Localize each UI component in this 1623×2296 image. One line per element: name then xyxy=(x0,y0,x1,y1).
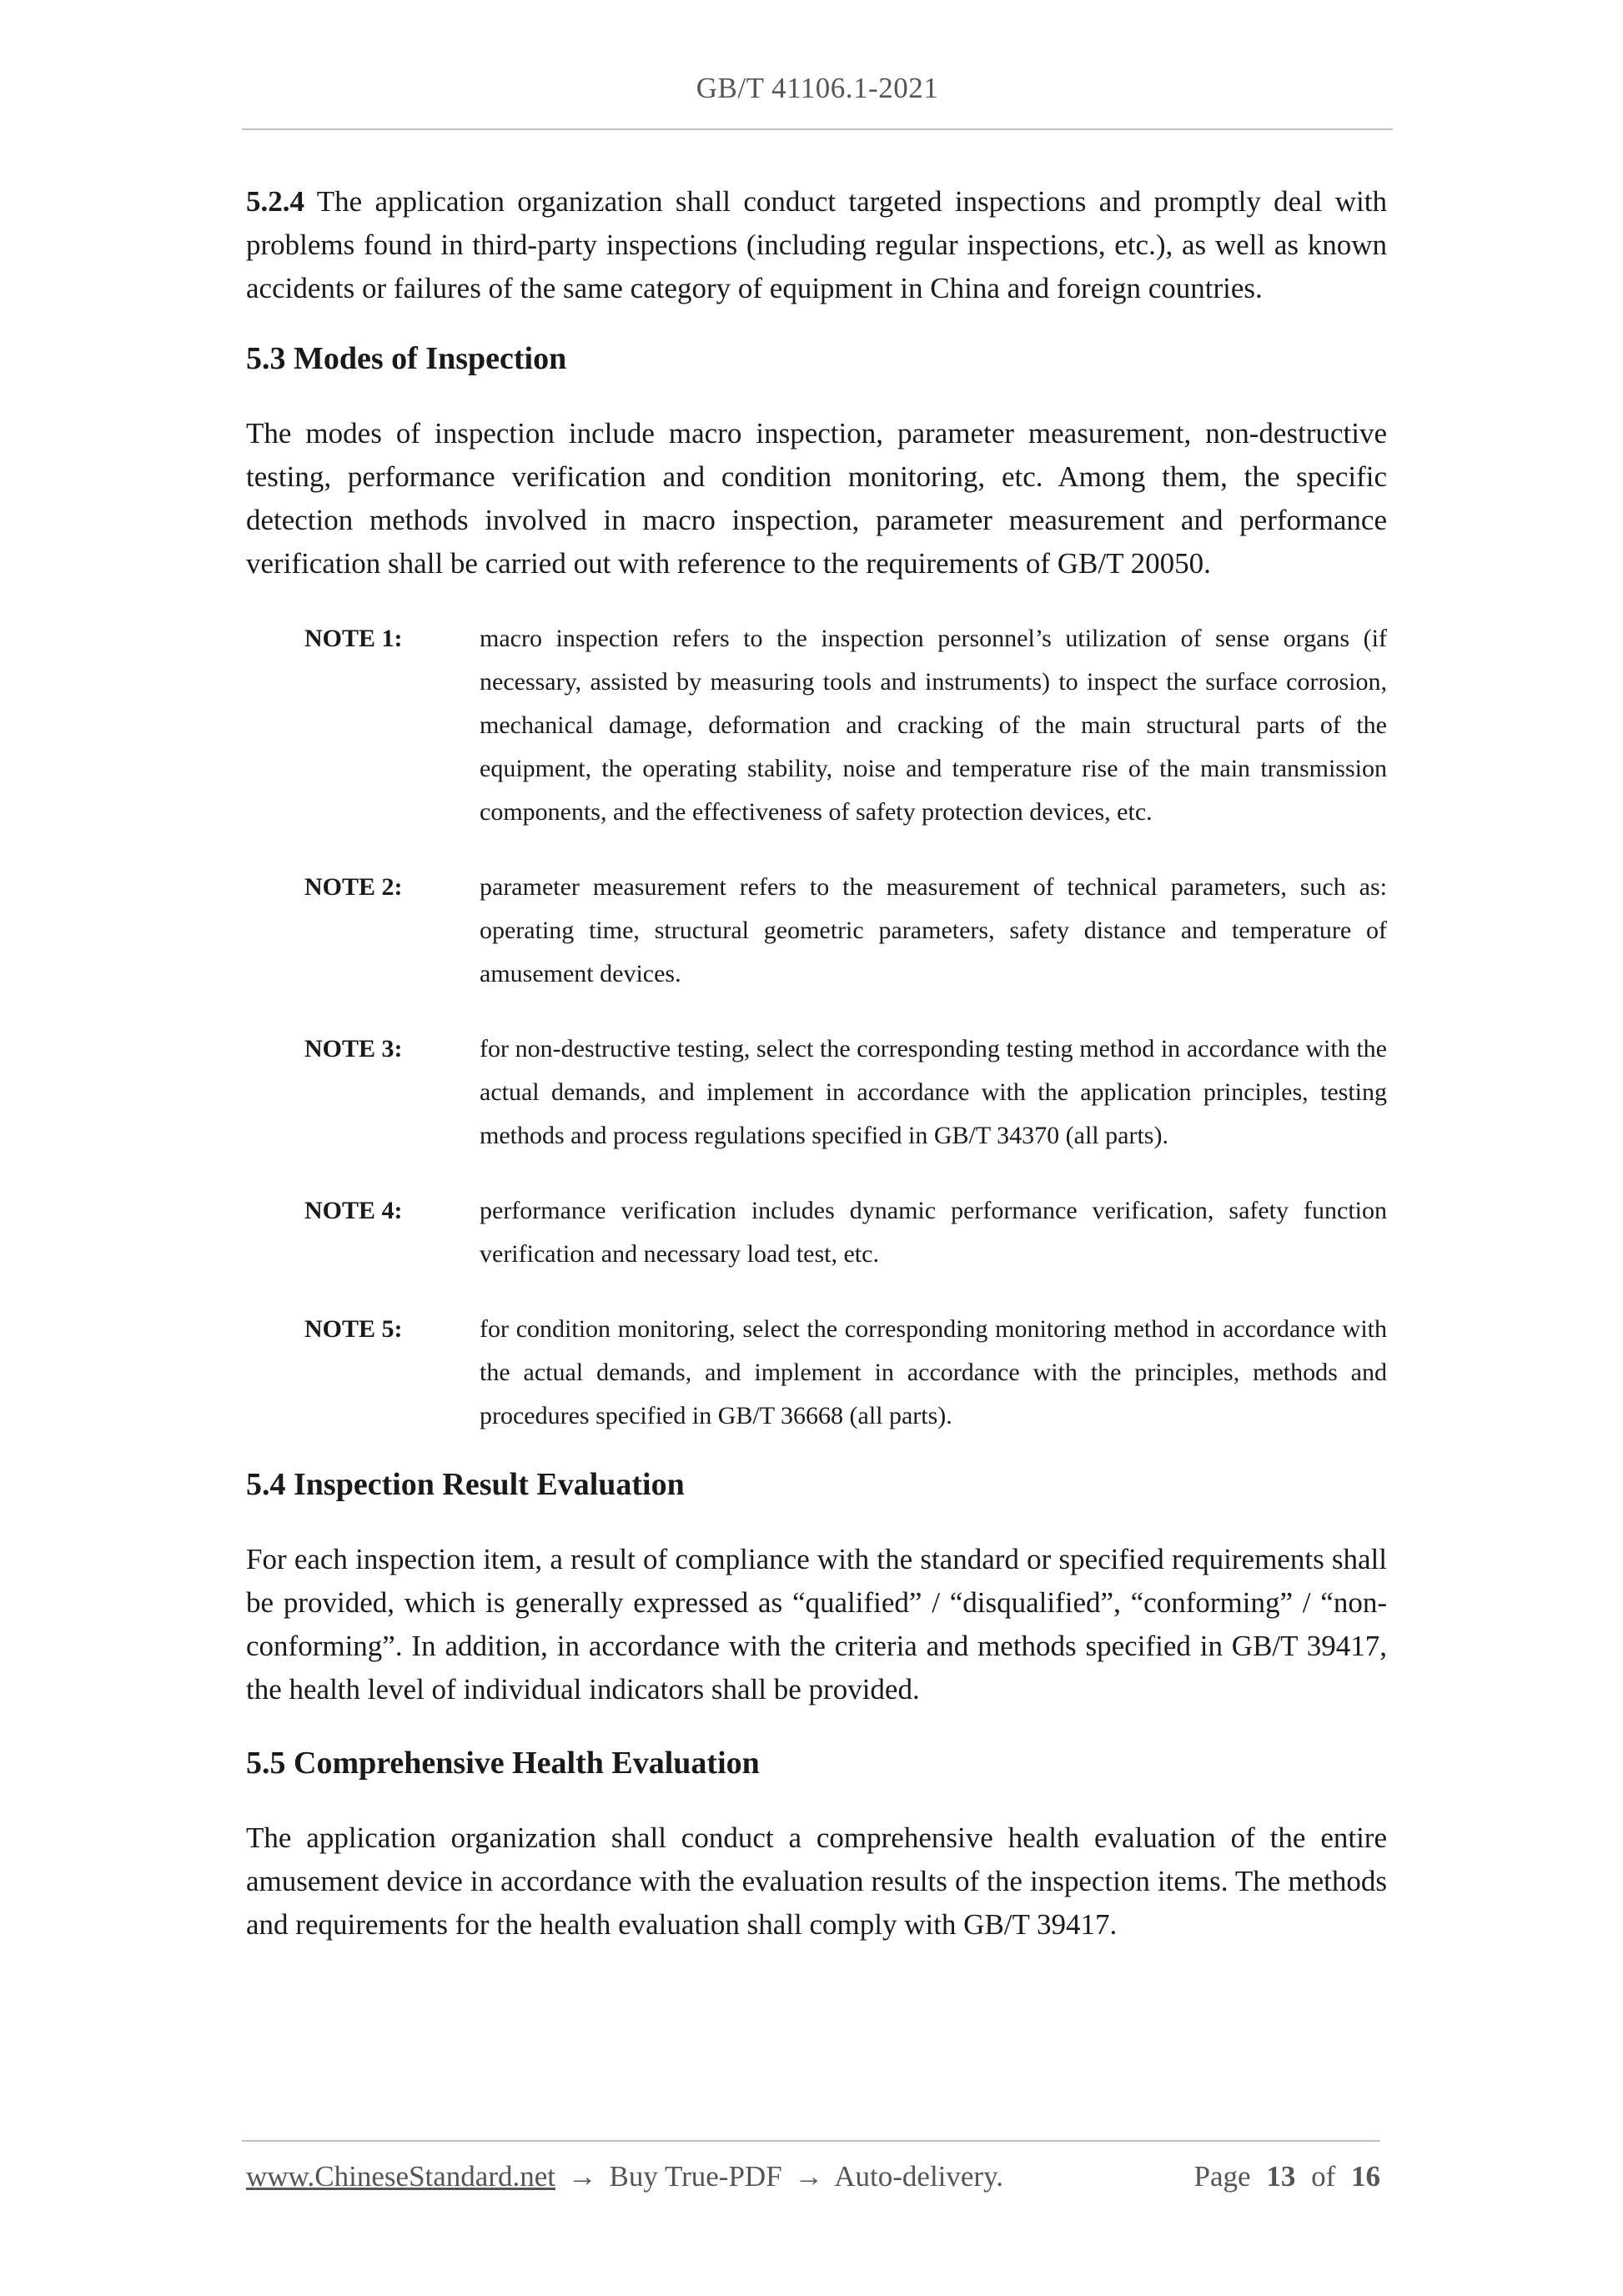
note-5 xyxy=(304,1308,1387,1438)
header-divider xyxy=(242,128,1393,130)
note-label: NOTE 2: xyxy=(304,873,403,901)
note-3 xyxy=(304,1027,1387,1158)
page-indicator xyxy=(1194,2160,1380,2193)
note-1 xyxy=(304,617,1387,834)
note-label: NOTE 5: xyxy=(304,1315,403,1343)
website-link[interactable]: www.ChineseStandard.net xyxy=(246,2160,555,2193)
note-4 xyxy=(304,1189,1387,1276)
section-5-3-body: The modes of inspection include macro inspection, parameter measurement, non-destructive testing, performance verification and condition monitoring, etc. Among them, the specific detection methods involved in macro inspection, parameter measurement and performance verification shall be carried out with reference to the requirements of GB/T 20050. xyxy=(246,417,1387,580)
page-word: Page xyxy=(1193,2160,1251,2193)
footer-divider xyxy=(242,2140,1380,2142)
of-word: of xyxy=(1311,2160,1336,2193)
note-text: for non-destructive testing, select the corresponding testing method in accordance with the actual demands, and implement in accordance with the application principles, testing methods and process regulations specified in GB/T 34370 (all parts). xyxy=(480,1035,1387,1149)
clause-number: 5.2.4 xyxy=(246,185,304,218)
total-page-count: 16 xyxy=(1351,2160,1380,2193)
note-2 xyxy=(304,866,1387,996)
note-text: performance verification includes dynamic performance verification, safety function verification and necessary load test, etc. xyxy=(480,1197,1387,1268)
page-content xyxy=(246,180,1387,1973)
note-text: for condition monitoring, select the corresponding monitoring method in accordance with the actual demands, and implement in accordance with the principles, methods and procedures specified in GB/T 36668 (all parts). xyxy=(480,1315,1387,1429)
note-text: macro inspection refers to the inspection personnel’s utilization of sense organs (if necessary, assisted by measuring tools and instruments) to inspect the surface corrosion, mechanical damage, deformation and cracking of the main structural parts of the equipment, the operating stability, noise and temperature rise of the main transmission components, and the effectiveness of safety protection devices, etc. xyxy=(480,625,1387,826)
note-text: parameter measurement refers to the measurement of technical parameters, such as: operating time, structural geometric parameters, safety distance and temperature of amusement devices. xyxy=(480,873,1387,987)
section-heading-5-3: 5.3 Modes of Inspection xyxy=(246,341,567,376)
note-label: NOTE 3: xyxy=(304,1035,403,1063)
clause-text: The application organization shall conduct targeted inspections and promptly deal with problems found in third-party inspections (including regular inspections, etc.), as well as known accidents or failures of the same category of equipment in China and foreign countries. xyxy=(246,185,1387,304)
section-5-5-body: The application organization shall conduct a comprehensive health evaluation of the entire amusement device in accordance with the evaluation results of the inspection items. The methods and requirements for the health evaluation shall comply with GB/T 39417. xyxy=(246,1821,1387,1941)
current-page-number: 13 xyxy=(1266,2160,1296,2193)
section-heading-5-5: 5.5 Comprehensive Health Evaluation xyxy=(246,1746,760,1781)
document-header: GB/T 41106.1-2021 xyxy=(696,72,939,104)
right-arrow-icon: → xyxy=(567,2160,597,2193)
note-label: NOTE 1: xyxy=(304,625,403,652)
right-arrow-icon: → xyxy=(794,2160,824,2193)
footer-promo xyxy=(246,2160,1003,2193)
delivery-text: Auto-delivery. xyxy=(834,2160,1004,2193)
buy-text: Buy True-PDF xyxy=(609,2160,782,2193)
section-5-4-body: For each inspection item, a result of compliance with the standard or specified requirements shall be provided, which is generally expressed as “qualified” / “disqualified”, “conforming” / “non-conforming”. In addition, in accordance with the criteria and methods specified in GB/T 39417, the health level of individual indicators shall be provided. xyxy=(246,1543,1387,1706)
section-heading-5-4: 5.4 Inspection Result Evaluation xyxy=(246,1467,685,1502)
note-label: NOTE 4: xyxy=(304,1197,403,1224)
clause-5-2-4 xyxy=(246,180,1387,310)
